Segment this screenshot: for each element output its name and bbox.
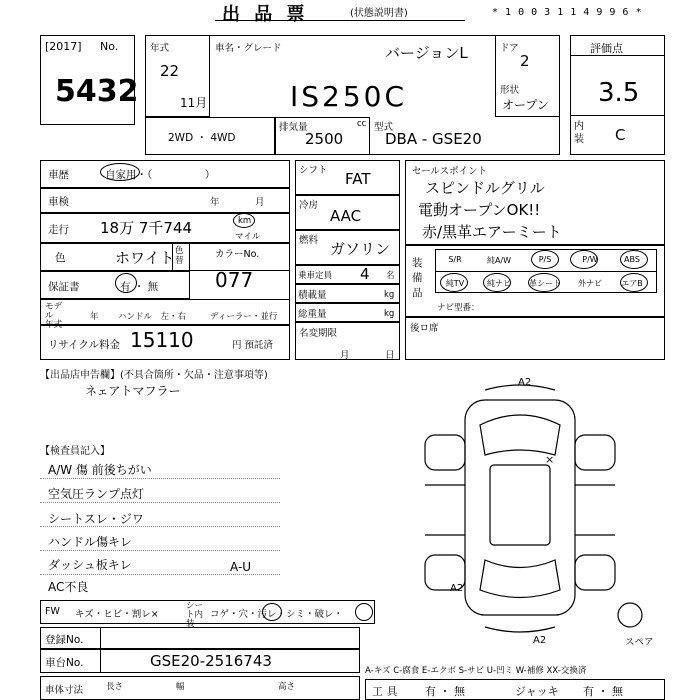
capacity-value: 4 [360,265,370,283]
equip-aw: 純A/W [486,256,512,265]
weight-unit: kg [384,309,395,319]
sales-point-label: セールスポイント [412,166,488,177]
barcode-number: * 1 0 0 3 1 1 4 9 9 6 * [492,7,642,18]
seat-value: コゲ・穴・汚レ・シミ・破レ・ [210,609,344,620]
year-label: 年式 [150,43,170,54]
color-value: ホワイト [115,249,175,267]
load-unit: kg [384,290,395,300]
equip-circle-abs [620,250,648,269]
model-value: IS250C [290,80,408,113]
ac-label: 冷房 [299,200,319,211]
equip-abs: ABS [624,255,640,264]
equip-ext-navi: 外ナビ [578,279,602,288]
km-circle [233,213,255,228]
displacement-label: 排気量 [279,122,308,133]
type-value: DBA - GSE20 [385,130,482,148]
inspector-line-rule-2 [40,502,280,503]
mark-rear-left: A2 [450,583,464,594]
grade-value: バージョンL [385,44,468,62]
color-no-value: 077 [215,268,254,292]
weight-label: 総重量 [298,309,327,320]
fuel-value: ガソリン [330,240,391,258]
inspection-year: 年 [210,197,220,208]
title-underline [215,20,465,21]
equip-ps: P/S [538,255,552,264]
form-title: 出 品 票 [222,4,309,25]
capacity-label: 乗車定員 [298,271,333,281]
dims-label: 車体寸法 [45,685,84,696]
mileage-label: 走行 [48,224,69,236]
year-value: 22 [160,62,180,80]
inspector-line-rule-1 [40,478,280,479]
name-change-month: 月 [340,350,350,361]
navi-model-label: ナビ型番： [437,303,480,313]
tools-label: 工 具 [372,685,398,698]
inspector-line-rule-3 [40,526,280,527]
sales-point-line-2: 電動オープンOK!! [418,201,541,219]
sales-point-line-1: スピンドルグリル [425,179,545,197]
equip-circle-pw [570,250,598,269]
inspection-row [40,188,290,213]
name-change-day: 日 [385,350,395,361]
interior-divider [570,115,665,116]
inspector-line-6: AC不良 [48,580,89,594]
equip-pw: P/W [582,255,598,264]
model-year-label: 年 [90,312,99,322]
fw-label: FW [45,606,60,617]
equip-circle-tv [440,273,468,292]
jack-value: 有 ・ 無 [583,685,623,698]
dims-row [40,676,360,700]
width-label: 幅 [176,682,185,692]
equip-sr: S/R [448,255,462,264]
equipment-label: 装備品 [412,257,423,299]
chassis-value: GSE20-2516743 [150,652,272,670]
shift-value: FAT [345,170,371,188]
height-label: 高さ [278,682,296,692]
fw-value: キズ・ヒビ・割レ× [75,609,159,620]
mileage-unit-mile: マイル [235,232,261,242]
lot-no-label: No. [100,40,119,53]
ac-value: AAC [330,207,362,225]
warranty-label: 保証書 [48,281,80,293]
equip-circle-navi [483,273,511,292]
form-subtitle: (状態説明書) [350,8,408,19]
recycle-label: リサイクル料金 [48,339,121,351]
inspection-month: 月 [255,197,265,208]
doors-label: ドア [500,43,519,54]
warranty-circle [115,273,137,293]
jack-label: ジャッキ [515,685,559,698]
mileage-unit-km: km [238,216,252,226]
warranty-value: 有 ・ 無 [120,281,159,293]
equip-airbag: エアB [621,279,643,288]
equip-leather: 革シート [529,279,561,288]
damage-legend: A-キズ C-腐食 E-エクボ S-サビ U-凹ミ W-補修 XX-交換済 [365,666,587,676]
chassis-label: 車台No. [45,657,84,669]
displacement-unit: cc [357,119,367,129]
interior-value: C [615,126,626,144]
recycle-unit: 円 預託済 [232,340,274,351]
inspector-line-3: シートスレ・ジワ [48,512,144,526]
mark-rear: A2 [533,635,547,645]
length-label: 長さ [106,682,124,692]
mark-x: × [545,453,555,466]
back-seat-label: 後ロ席 [410,323,439,334]
lot-number: 5432 [55,74,139,109]
name-grade-label: 車名・グレード [215,43,282,54]
shift-label: シフト [299,165,328,176]
seller-notes-value: ネェアトマフラー [85,384,181,398]
score-divider [570,55,665,56]
reg-no-divider [100,627,101,649]
lot-year: [2017] [45,40,82,53]
tools-value: 有 ・ 無 [425,685,465,698]
equip-circle-leather [528,273,560,292]
color-no-label: カラーNo. [215,249,260,260]
model-year-label-mark: モデル 年式 [45,302,63,330]
inspector-line-2: 空気圧ランプ点灯 [48,487,145,501]
history-value: 自家用・（ ） [105,169,216,181]
inspector-label: 【検査員記入】 [40,446,110,457]
inspection-label: 車検 [48,196,69,208]
equip-grid-midline [435,271,657,272]
doors-value: 2 [520,52,530,70]
recycle-value: 15110 [130,328,194,352]
seat-circle-tear [355,603,373,621]
reg-no-row [40,627,360,649]
equip-tv: 純TV [445,279,465,288]
mark-front: A2 [518,377,532,388]
inspector-extra: A-U [230,560,252,574]
equip-circle-ps [531,250,559,269]
shape-value: オープン [502,98,549,112]
inspector-line-1: A/W 傷 前後ちがい [48,463,152,477]
car-damage-diagram [405,365,665,645]
reg-no-label: 登録No. [45,634,84,646]
name-change-label: 名変期限 [299,328,338,339]
displacement-value: 2500 [305,130,344,148]
fuel-label: 燃料 [299,235,319,246]
inspector-line-4: ハンドル傷キレ [48,535,132,549]
seat-circle-hole [262,603,282,621]
equip-circle-airbag [620,273,648,292]
equip-navi: 純ナビ [487,279,511,288]
type-label: 型式 [374,122,394,133]
score-label: 評価点 [590,42,623,55]
sales-point-line-3: 赤/黒革エアーミート [422,223,562,241]
load-label: 積載量 [298,290,327,301]
shape-label: 形状 [500,85,520,96]
inspector-line-rule-5 [40,574,280,575]
history-label: 車歴 [48,169,69,181]
inspector-line-5: ダッシュ板キレ [48,558,132,572]
month-value: 11月 [180,96,208,110]
score-value: 3.5 [598,78,640,108]
seller-notes-label: 【出品店申告欄】(不具合箇所・欠品・注意事項等) [40,370,268,381]
color-change-label: 色替 [175,246,184,266]
drive-label: 2WD ・ 4WD [168,132,236,144]
dealer-label: ディーラー・並行 [210,312,278,322]
mileage-value: 18万 7千744 [100,219,193,237]
steering-label: ハンドル 左・右 [118,312,187,322]
color-label: 色 [55,252,66,264]
capacity-unit: 名 [386,271,395,281]
inspector-line-rule-4 [40,550,280,551]
spare-label: スペア [625,637,654,648]
seat-label: シート内装 [186,601,204,629]
chassis-divider [100,649,101,673]
history-circle [100,163,140,181]
back-seat-box [405,317,665,360]
interior-label: 内装 [574,121,584,145]
